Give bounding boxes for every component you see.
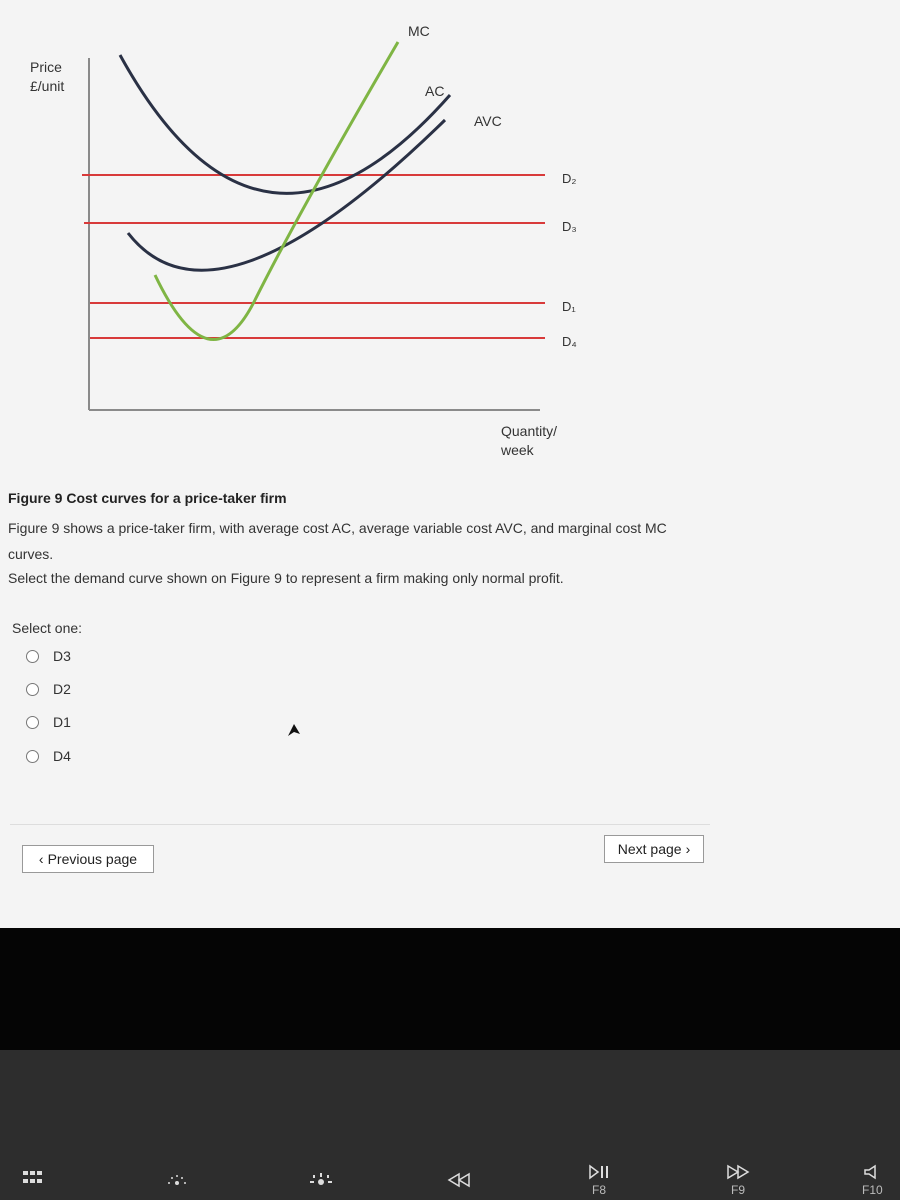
chevron-right-icon: › (685, 841, 691, 857)
brightness-down-icon[interactable] (166, 1174, 188, 1193)
play-pause-icon (588, 1164, 610, 1180)
d4-label: D₄ (562, 334, 577, 349)
d2-label: D₂ (562, 171, 577, 186)
y-axis-label-line1: Price (30, 59, 62, 75)
figure-caption: Figure 9 Cost curves for a price-taker firm (8, 490, 287, 506)
next-page-label: Next page (617, 841, 682, 857)
figure-description: Figure 9 shows a price-taker firm, with average cost AC, average variable cost AVC, and marginal cost MC curves. (8, 520, 667, 562)
select-one-label: Select one: (12, 620, 83, 636)
option-d4[interactable] (26, 748, 71, 764)
radio-d3[interactable] (26, 650, 39, 663)
y-axis-label (30, 58, 64, 96)
touch-bar (0, 1050, 900, 1200)
avc-label: AVC (474, 113, 502, 129)
option-d1-label: D1 (53, 714, 71, 730)
radio-d1[interactable] (26, 716, 39, 729)
d1-label: D₁ (562, 299, 576, 314)
rewind-icon[interactable] (447, 1172, 471, 1191)
option-d3-label: D3 (53, 648, 71, 664)
option-d1[interactable] (26, 714, 71, 730)
radio-d4[interactable] (26, 750, 39, 763)
laptop-bezel (0, 928, 900, 1050)
ac-curve (120, 55, 450, 193)
option-d4-label: D4 (53, 748, 71, 764)
chevron-left-icon: ‹ (38, 851, 44, 867)
mc-label: MC (408, 23, 430, 39)
ac-label: AC (425, 83, 445, 99)
mission-control-icon[interactable] (22, 1170, 44, 1191)
option-d2[interactable] (26, 681, 71, 697)
radio-d2[interactable] (26, 683, 39, 696)
x-axis-label-line2: week (501, 442, 534, 458)
f9-label: F9 (730, 1183, 745, 1197)
fast-forward-icon (726, 1164, 750, 1180)
divider (10, 824, 710, 825)
avc-curve (128, 120, 445, 270)
speaker-icon (863, 1164, 881, 1180)
x-axis-label-line1: Quantity/ (501, 423, 558, 439)
next-page-button[interactable] (604, 835, 704, 863)
brightness-up-icon[interactable] (308, 1172, 334, 1193)
option-d2-label: D2 (53, 681, 71, 697)
cost-curves-figure (0, 0, 900, 480)
mouse-cursor-icon (286, 722, 302, 740)
f8-label: F8 (591, 1183, 606, 1197)
f10-label: F10 (862, 1183, 883, 1197)
question-text: Select the demand curve shown on Figure 9 to represent a firm making only normal profit. (8, 570, 564, 586)
previous-page-label: Previous page (47, 851, 138, 867)
mute-key[interactable] (862, 1164, 883, 1197)
mc-curve (155, 42, 398, 340)
d3-label: D₃ (562, 219, 577, 234)
fast-forward-key[interactable] (726, 1164, 750, 1197)
play-pause-key[interactable] (588, 1164, 610, 1197)
y-axis-label-line2: £/unit (30, 78, 65, 94)
cost-curves-svg (0, 0, 900, 480)
x-axis-label (501, 422, 557, 460)
option-d3[interactable] (26, 648, 71, 664)
previous-page-button[interactable] (22, 845, 154, 873)
